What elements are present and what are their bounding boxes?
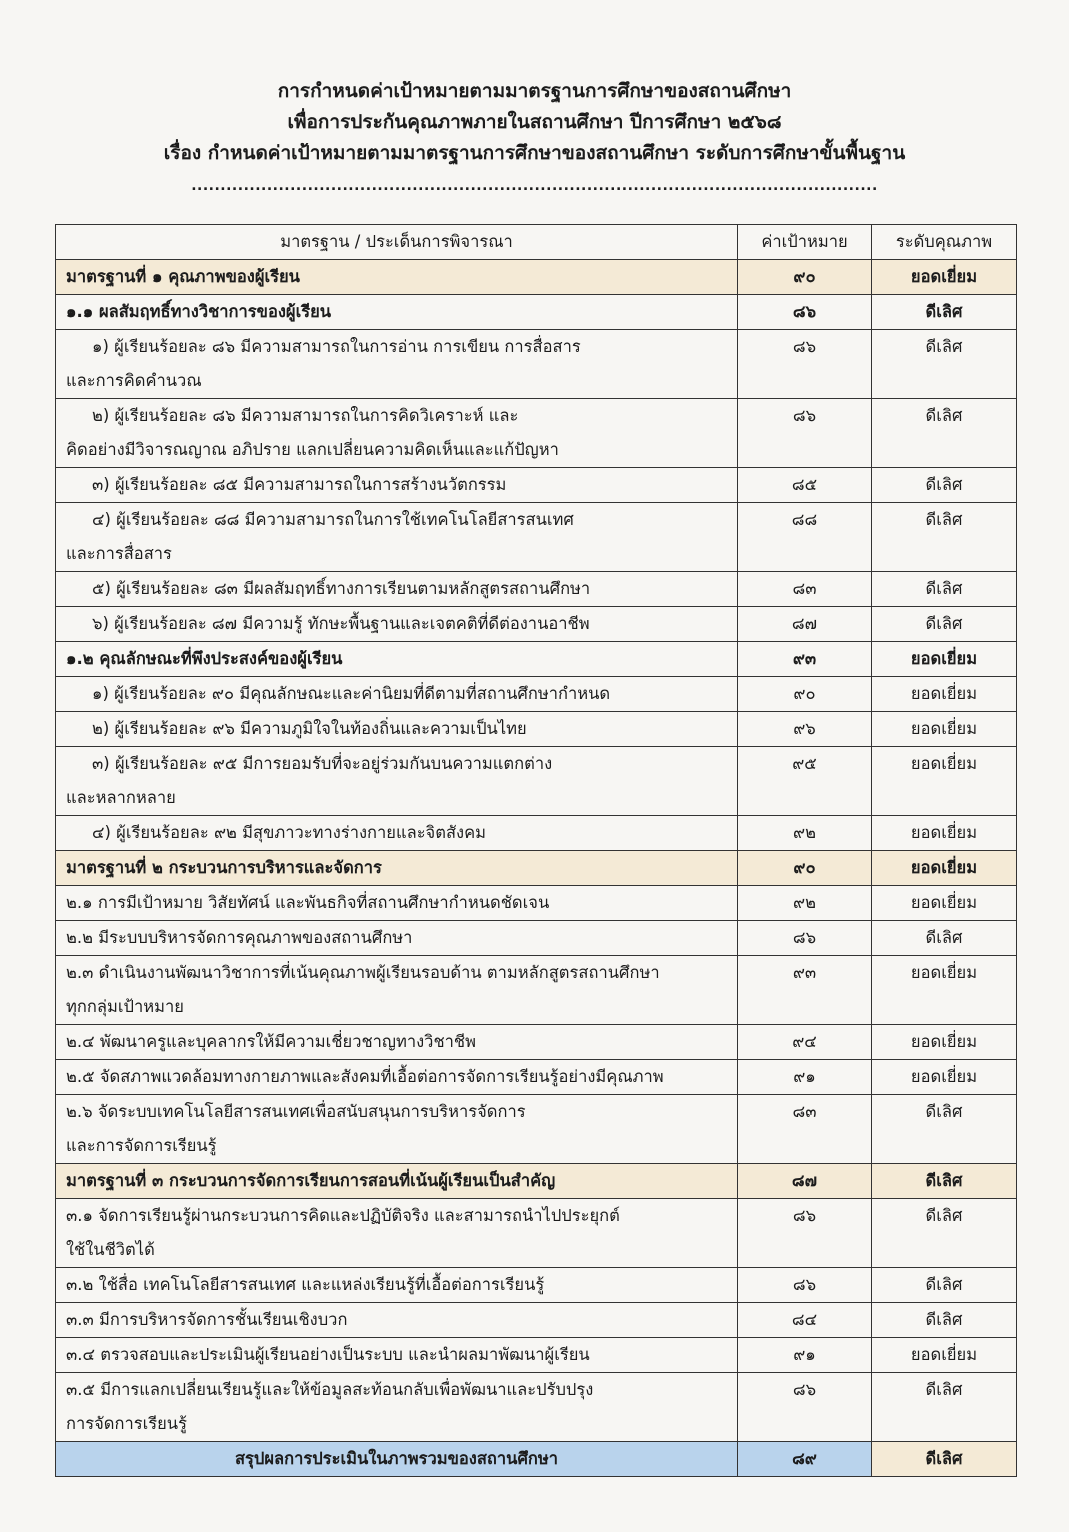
table-row bbox=[56, 503, 1017, 572]
criterion-label: สรุปผลการประเมินในภาพรวมของสถานศึกษา bbox=[234, 1449, 559, 1468]
quality-level: ยอดเยี่ยม bbox=[872, 1338, 1017, 1373]
table-row bbox=[56, 295, 1017, 330]
table-row bbox=[56, 330, 1017, 399]
table-row bbox=[56, 1268, 1017, 1303]
target-value: ๘๓ bbox=[738, 572, 872, 607]
table-row bbox=[56, 607, 1017, 642]
criterion-label-continued: ใช้ในชีวิตได้ bbox=[66, 1240, 155, 1259]
target-value: ๘๕ bbox=[738, 468, 872, 503]
target-value: ๘๖ bbox=[738, 330, 872, 399]
criterion-label: มาตรฐานที่ ๓ กระบวนการจัดการเรียนการสอนที่เน้นผู้เรียนเป็นสำคัญ bbox=[66, 1171, 556, 1190]
document-header bbox=[0, 76, 1069, 197]
criterion-cell bbox=[56, 330, 738, 399]
criterion-label-continued: และการคิดคำนวณ bbox=[66, 371, 202, 390]
quality-level: ยอดเยี่ยม bbox=[872, 886, 1017, 921]
quality-level: ยอดเยี่ยม bbox=[872, 642, 1017, 677]
dotted-separator: ...................................................................................................................... bbox=[191, 178, 878, 194]
target-value: ๙๒ bbox=[738, 886, 872, 921]
criterion-cell bbox=[56, 1025, 738, 1060]
criterion-label-continued: และหลากหลาย bbox=[66, 788, 176, 807]
criterion-cell bbox=[56, 468, 738, 503]
quality-level: ดีเลิศ bbox=[872, 607, 1017, 642]
table-row bbox=[56, 816, 1017, 851]
quality-level: ดีเลิศ bbox=[872, 572, 1017, 607]
table-row bbox=[56, 260, 1017, 295]
column-header-target: ค่าเป้าหมาย bbox=[738, 225, 872, 260]
table-row bbox=[56, 1060, 1017, 1095]
criterion-cell bbox=[56, 642, 738, 677]
table-row bbox=[56, 677, 1017, 712]
standards-table bbox=[55, 224, 1017, 1477]
table-row bbox=[56, 1025, 1017, 1060]
quality-level: ดีเลิศ bbox=[872, 1268, 1017, 1303]
target-value: ๘๖ bbox=[738, 295, 872, 330]
criterion-label: ๓.๒ ใช้สื่อ เทคโนโลยีสารสนเทศ และแหล่งเรียนรู้ที่เอื้อต่อการเรียนรู้ bbox=[66, 1275, 545, 1294]
criterion-cell bbox=[56, 1199, 738, 1268]
table-row bbox=[56, 1303, 1017, 1338]
quality-level: ยอดเยี่ยม bbox=[872, 677, 1017, 712]
criterion-cell bbox=[56, 886, 738, 921]
criterion-cell bbox=[56, 677, 738, 712]
quality-level: ดีเลิศ bbox=[872, 1373, 1017, 1442]
criterion-label: ๑) ผู้เรียนร้อยละ ๙๐ มีคุณลักษณะและค่านิยมที่ดีตามที่สถานศึกษากำหนด bbox=[92, 684, 611, 703]
criterion-cell bbox=[56, 260, 738, 295]
target-value: ๘๙ bbox=[738, 1442, 872, 1477]
criterion-label: มาตรฐานที่ ๑ คุณภาพของผู้เรียน bbox=[66, 267, 300, 286]
quality-level: ยอดเยี่ยม bbox=[872, 1060, 1017, 1095]
criterion-label: ๒.๑ การมีเป้าหมาย วิสัยทัศน์ และพันธกิจที่สถานศึกษากำหนดชัดเจน bbox=[66, 893, 550, 912]
target-value: ๘๖ bbox=[738, 1199, 872, 1268]
quality-level: ดีเลิศ bbox=[872, 1199, 1017, 1268]
criterion-label: ๑) ผู้เรียนร้อยละ ๘๖ มีความสามารถในการอ่าน การเขียน การสื่อสาร bbox=[92, 337, 581, 356]
target-value: ๘๗ bbox=[738, 1164, 872, 1199]
target-value: ๘๖ bbox=[738, 1373, 872, 1442]
criterion-label: ๒) ผู้เรียนร้อยละ ๘๖ มีความสามารถในการคิดวิเคราะห์ และ bbox=[92, 406, 519, 425]
quality-level: ยอดเยี่ยม bbox=[872, 816, 1017, 851]
criterion-cell bbox=[56, 295, 738, 330]
quality-level: ดีเลิศ bbox=[872, 503, 1017, 572]
criterion-label: ๒.๓ ดำเนินงานพัฒนาวิชาการที่เน้นคุณภาพผู้เรียนรอบด้าน ตามหลักสูตรสถานศึกษา bbox=[66, 963, 660, 982]
criterion-cell bbox=[56, 1373, 738, 1442]
target-value: ๙๓ bbox=[738, 642, 872, 677]
criterion-cell bbox=[56, 572, 738, 607]
table-row bbox=[56, 851, 1017, 886]
criterion-cell bbox=[56, 1303, 738, 1338]
criterion-label-continued: และการจัดการเรียนรู้ bbox=[66, 1136, 217, 1155]
target-value: ๘๔ bbox=[738, 1303, 872, 1338]
quality-level: ยอดเยี่ยม bbox=[872, 712, 1017, 747]
criterion-label: มาตรฐานที่ ๒ กระบวนการบริหารและจัดการ bbox=[66, 858, 382, 877]
criterion-cell bbox=[56, 956, 738, 1025]
criterion-label: ๔) ผู้เรียนร้อยละ ๙๒ มีสุขภาวะทางร่างกายและจิตสังคม bbox=[92, 823, 486, 842]
criterion-cell bbox=[56, 851, 738, 886]
table-row bbox=[56, 642, 1017, 677]
quality-level: ดีเลิศ bbox=[872, 399, 1017, 468]
criterion-label: ๓) ผู้เรียนร้อยละ ๘๕ มีความสามารถในการสร้างนวัตกรรม bbox=[92, 475, 507, 494]
target-value: ๙๕ bbox=[738, 747, 872, 816]
criterion-cell bbox=[56, 1268, 738, 1303]
table-row bbox=[56, 1164, 1017, 1199]
target-value: ๙๓ bbox=[738, 956, 872, 1025]
title-line-2: เพื่อการประกันคุณภาพภายในสถานศึกษา ปีการศึกษา ๒๕๖๘ bbox=[287, 111, 782, 133]
quality-level: ดีเลิศ bbox=[872, 1164, 1017, 1199]
criterion-label: ๒.๖ จัดระบบเทคโนโลยีสารสนเทศเพื่อสนับสนุนการบริหารจัดการ bbox=[66, 1102, 526, 1121]
target-value: ๙๖ bbox=[738, 712, 872, 747]
table-row bbox=[56, 1095, 1017, 1164]
quality-level: ดีเลิศ bbox=[872, 921, 1017, 956]
criterion-label-continued: การจัดการเรียนรู้ bbox=[66, 1414, 187, 1433]
target-value: ๙๐ bbox=[738, 260, 872, 295]
target-value: ๘๖ bbox=[738, 921, 872, 956]
quality-level: ยอดเยี่ยม bbox=[872, 851, 1017, 886]
criterion-cell bbox=[56, 712, 738, 747]
criterion-label: ๓.๔ ตรวจสอบและประเมินผู้เรียนอย่างเป็นระบบ และนำผลมาพัฒนาผู้เรียน bbox=[66, 1345, 590, 1364]
target-value: ๙๑ bbox=[738, 1060, 872, 1095]
target-value: ๘๖ bbox=[738, 1268, 872, 1303]
target-value: ๘๓ bbox=[738, 1095, 872, 1164]
table-row bbox=[56, 1373, 1017, 1442]
criterion-label-continued: คิดอย่างมีวิจารณญาณ อภิปราย แลกเปลี่ยนความคิดเห็นและแก้ปัญหา bbox=[66, 440, 559, 459]
criterion-cell bbox=[56, 921, 738, 956]
summary-row bbox=[56, 1442, 1017, 1477]
table-row bbox=[56, 1338, 1017, 1373]
criterion-label: ๓) ผู้เรียนร้อยละ ๙๕ มีการยอมรับที่จะอยู่ร่วมกันบนความแตกต่าง bbox=[92, 754, 553, 773]
quality-level: ยอดเยี่ยม bbox=[872, 747, 1017, 816]
criterion-label: ๕) ผู้เรียนร้อยละ ๘๓ มีผลสัมฤทธิ์ทางการเรียนตามหลักสูตรสถานศึกษา bbox=[92, 579, 591, 598]
quality-level: ดีเลิศ bbox=[872, 330, 1017, 399]
criterion-label: ๑.๑ ผลสัมฤทธิ์ทางวิชาการของผู้เรียน bbox=[66, 302, 332, 321]
quality-level: ยอดเยี่ยม bbox=[872, 956, 1017, 1025]
target-value: ๙๔ bbox=[738, 1025, 872, 1060]
criterion-cell bbox=[56, 1164, 738, 1199]
table-row bbox=[56, 572, 1017, 607]
target-value: ๙๑ bbox=[738, 1338, 872, 1373]
criterion-cell bbox=[56, 1060, 738, 1095]
table-row bbox=[56, 399, 1017, 468]
table-row bbox=[56, 956, 1017, 1025]
criterion-label-continued: และการสื่อสาร bbox=[66, 544, 172, 563]
criterion-cell bbox=[56, 503, 738, 572]
quality-level: ยอดเยี่ยม bbox=[872, 1025, 1017, 1060]
quality-level: ดีเลิศ bbox=[872, 468, 1017, 503]
quality-level: ยอดเยี่ยม bbox=[872, 260, 1017, 295]
criterion-cell bbox=[56, 1338, 738, 1373]
criterion-cell bbox=[56, 607, 738, 642]
target-value: ๘๖ bbox=[738, 399, 872, 468]
criterion-label: ๒.๔ พัฒนาครูและบุคลากรให้มีความเชี่ยวชาญทางวิชาชีพ bbox=[66, 1032, 476, 1051]
criterion-label: ๒) ผู้เรียนร้อยละ ๙๖ มีความภูมิใจในท้องถิ่นและความเป็นไทย bbox=[92, 719, 527, 738]
criterion-cell bbox=[56, 816, 738, 851]
column-header-standard: มาตรฐาน / ประเด็นการพิจารณา bbox=[56, 225, 738, 260]
criterion-label: ๓.๑ จัดการเรียนรู้ผ่านกระบวนการคิดและปฏิบัติจริง และสามารถนำไปประยุกต์ bbox=[66, 1206, 620, 1225]
table-header-row bbox=[56, 225, 1017, 260]
table-row bbox=[56, 712, 1017, 747]
quality-level: ดีเลิศ bbox=[872, 1442, 1017, 1477]
table-row bbox=[56, 1199, 1017, 1268]
table-row bbox=[56, 468, 1017, 503]
target-value: ๘๗ bbox=[738, 607, 872, 642]
criterion-label-continued: ทุกกลุ่มเป้าหมาย bbox=[66, 997, 184, 1016]
quality-level: ดีเลิศ bbox=[872, 1095, 1017, 1164]
criterion-label: ๖) ผู้เรียนร้อยละ ๘๗ มีความรู้ ทักษะพื้นฐานและเจตคติที่ดีต่องานอาชีพ bbox=[92, 614, 590, 633]
title-line-1: การกำหนดค่าเป้าหมายตามมาตรฐานการศึกษาของสถานศึกษา bbox=[277, 80, 792, 102]
table-row bbox=[56, 747, 1017, 816]
criterion-label: ๓.๕ มีการแลกเปลี่ยนเรียนรู้และให้ข้อมูลสะท้อนกลับเพื่อพัฒนาและปรับปรุง bbox=[66, 1380, 594, 1399]
quality-level: ดีเลิศ bbox=[872, 295, 1017, 330]
title-line-3: เรื่อง กำหนดค่าเป้าหมายตามมาตรฐานการศึกษาของสถานศึกษา ระดับการศึกษาขั้นพื้นฐาน bbox=[163, 142, 906, 164]
criterion-label: ๒.๕ จัดสภาพแวดล้อมทางกายภาพและสังคมที่เอื้อต่อการจัดการเรียนรู้อย่างมีคุณภาพ bbox=[66, 1067, 664, 1086]
target-value: ๘๘ bbox=[738, 503, 872, 572]
table-row bbox=[56, 886, 1017, 921]
target-value: ๙๒ bbox=[738, 816, 872, 851]
criterion-label: ๓.๓ มีการบริหารจัดการชั้นเรียนเชิงบวก bbox=[66, 1310, 348, 1329]
target-value: ๙๐ bbox=[738, 677, 872, 712]
target-value: ๙๐ bbox=[738, 851, 872, 886]
criterion-label: ๔) ผู้เรียนร้อยละ ๘๘ มีความสามารถในการใช้เทคโนโลยีสารสนเทศ bbox=[92, 510, 574, 529]
criterion-label: ๑.๒ คุณลักษณะที่พึงประสงค์ของผู้เรียน bbox=[66, 649, 343, 668]
criterion-label: ๒.๒ มีระบบบริหารจัดการคุณภาพของสถานศึกษา bbox=[66, 928, 413, 947]
criterion-cell bbox=[56, 747, 738, 816]
criterion-cell bbox=[56, 399, 738, 468]
quality-level: ดีเลิศ bbox=[872, 1303, 1017, 1338]
table-row bbox=[56, 921, 1017, 956]
criterion-cell bbox=[56, 1442, 738, 1477]
column-header-quality-level: ระดับคุณภาพ bbox=[872, 225, 1017, 260]
criterion-cell bbox=[56, 1095, 738, 1164]
